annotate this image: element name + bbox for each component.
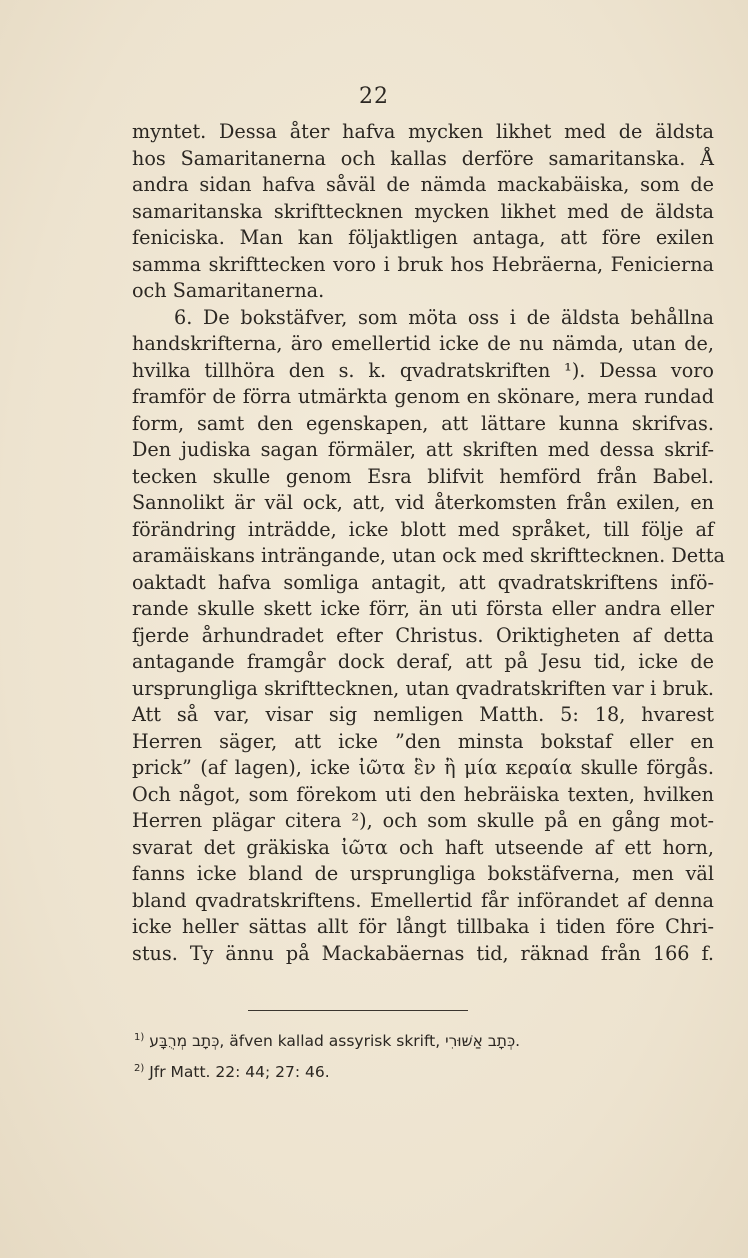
text-line: hos Samaritanerna och kallas derföre samaritanska. Å <box>132 146 714 170</box>
page-number: 22 <box>359 84 389 109</box>
text-line: feniciska. Man kan följaktligen antaga, att före exilen <box>132 226 714 249</box>
text-line: framför de förra utmärkta genom en skönare, mera rundad <box>132 385 714 408</box>
text-line: Herren säger, att icke ”den minsta bokstaf eller en <box>132 729 714 753</box>
text-line: handskrifterna, äro emellertid icke de nu nämda, utan de, <box>132 332 714 355</box>
text-line: oaktadt hafva somliga antagit, att qvadratskriftens infö- <box>132 570 714 594</box>
text-line: prick” (af lagen), icke ἰῶτα ἓν ἢ μία κεραία skulle förgås. <box>132 756 714 779</box>
text-line: och Samaritanerna. <box>132 279 325 302</box>
text-line: andra sidan hafva såväl de nämda mackabäiska, som de <box>132 173 714 196</box>
text-line: samaritanska skrifttecknen mycken likhet med de äldsta <box>132 199 714 223</box>
text-line: fjerde århundradet efter Christus. Oriktigheten af detta <box>132 623 714 647</box>
text-line: fanns icke bland de ursprungliga bokstäfverna, men väl <box>132 862 714 885</box>
text-line: Den judiska sagan förmäler, att skriften med dessa skrif- <box>132 438 714 461</box>
text-line: 6. De bokstäfver, som möta oss i de äldsta behållna <box>174 305 714 329</box>
text-line: aramäiskans inträngande, utan ock med skrifttecknen. Detta <box>132 544 725 567</box>
footnote-2-mark: 2) <box>134 1063 145 1075</box>
text-line: antagande framgår dock deraf, att på Jesu tid, icke de <box>132 650 714 673</box>
text-line: ursprungliga skrifttecknen, utan qvadratskriften var i bruk. <box>132 676 714 700</box>
footnote-1 <box>134 1024 694 1055</box>
text-line: rande skulle skett icke förr, än uti första eller andra eller <box>132 597 714 620</box>
text-line: Att så var, visar sig nemligen Matth. 5: 18, hvarest <box>132 703 714 726</box>
text-line: tecken skulle genom Esra blifvit hemförd från Babel. <box>132 464 714 488</box>
text-line: Sannolikt är väl ock, att, vid återkomsten från exilen, en <box>132 491 714 514</box>
text-line: myntet. Dessa åter hafva mycken likhet med de äldsta <box>132 120 714 143</box>
footnotes <box>134 1024 694 1086</box>
text-line: Och något, som förekom uti den hebräiska texten, hvilken <box>132 782 714 806</box>
footnote-2-text: Jfr Matt. 22: 44; 27: 46. <box>149 1063 330 1082</box>
text-line: stus. Ty ännu på Mackabäernas tid, räknad från 166 f. <box>132 941 714 965</box>
footnote-divider <box>248 1010 468 1011</box>
text-line: svarat det gräkiska ἰῶτα och haft utseende af ett horn, <box>132 835 714 859</box>
footnote-1-mark: 1) <box>134 1032 145 1043</box>
text-line: bland qvadratskriftens. Emellertid får införandet af denna <box>132 888 714 912</box>
text-line: förändring inträdde, icke blott med språket, till följe af <box>132 517 714 541</box>
text-line: form, samt den egenskapen, att lättare kunna skrifvas. <box>132 411 714 435</box>
footnote-1-text: כְּתָב מְרֻבָּע, äfven kallad assyrisk skrift, כְּתָב אַשּׁוּרִי. <box>149 1032 521 1051</box>
body-text <box>132 119 725 967</box>
text-line: samma skrifttecken voro i bruk hos Hebräerna, Fenicierna <box>132 252 714 276</box>
text-line: icke heller sättas allt för långt tillbaka i tiden före Chri- <box>132 915 714 938</box>
text-line: hvilka tillhöra den s. k. qvadratskriften ¹). Dessa voro <box>132 358 714 382</box>
footnote-2 <box>134 1055 694 1086</box>
text-line: Herren plägar citera ²), och som skulle på en gång mot- <box>132 809 714 832</box>
